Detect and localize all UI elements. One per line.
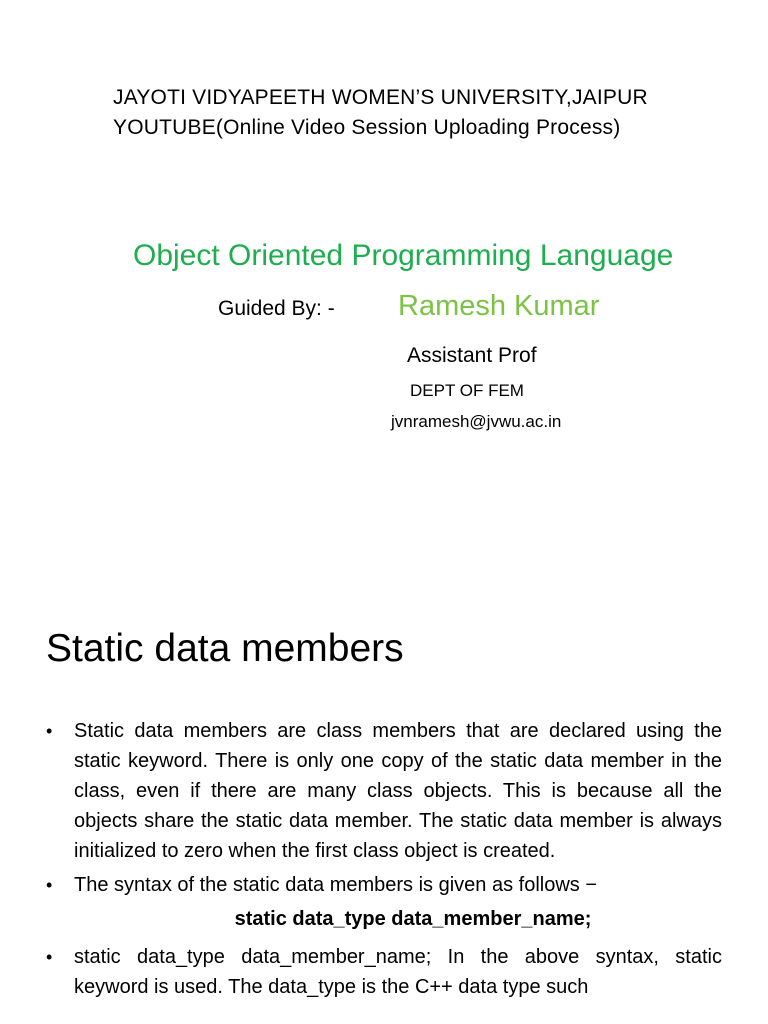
- subject-title: Object Oriented Programming Language: [133, 239, 674, 272]
- guide-name: Ramesh Kumar: [398, 290, 600, 322]
- bullet-item: [46, 870, 722, 900]
- content-slide: [0, 600, 768, 1024]
- guide-department: DEPT OF FEM: [410, 381, 524, 400]
- slide-title: Static data members: [46, 627, 404, 670]
- bullet-icon: •: [46, 721, 53, 741]
- bullet-text: The syntax of the static data members is given as follows −: [74, 874, 598, 896]
- bullet-item: [46, 942, 722, 1002]
- bullet-icon: •: [46, 875, 53, 895]
- bullet-text: Static data members are class members that are declared using the static keyword. There is only one copy of the static data member in the class, even if there are many class objects. This is because all the objects share the static data member. The static data member is always initialized to zero when the first class object is created.: [74, 720, 722, 862]
- guide-email: jvnramesh@jvwu.ac.in: [391, 412, 562, 431]
- bullet-list: [46, 716, 722, 1006]
- syntax-example: static data_type data_member_name;: [234, 908, 592, 930]
- bullet-icon: •: [46, 947, 53, 967]
- university-name: JAYOTI VIDYAPEETH WOMEN’S UNIVERSITY,JAIPUR: [113, 86, 648, 109]
- bullet-item: [46, 716, 722, 866]
- youtube-session-line: YOUTUBE(Online Video Session Uploading Process): [113, 116, 621, 139]
- guide-role: Assistant Prof: [407, 344, 537, 367]
- bullet-text: static data_type data_member_name; In the above syntax, static keyword is used. The data_type is the C++ data type such: [74, 946, 722, 998]
- guided-by-label: Guided By: -: [218, 297, 335, 320]
